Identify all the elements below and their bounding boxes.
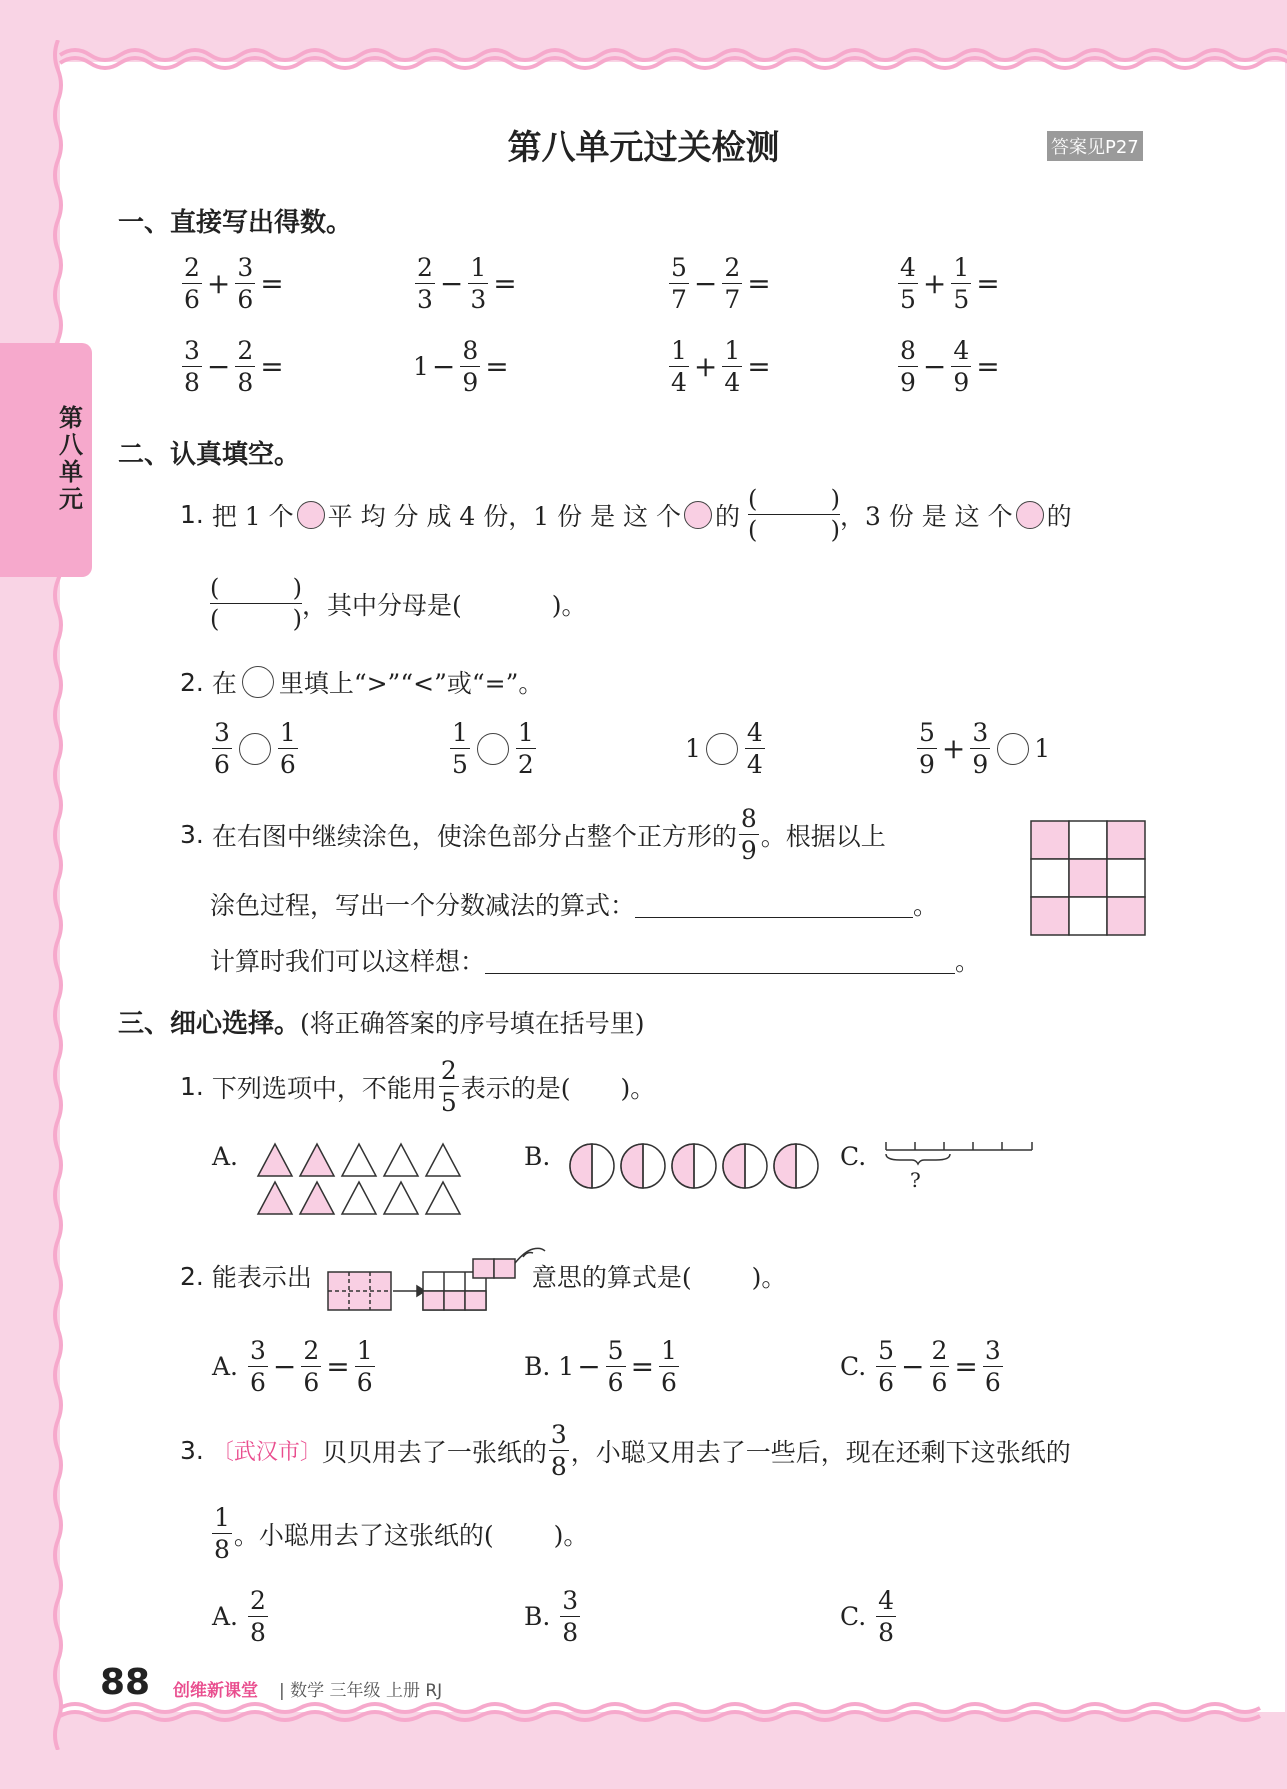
number-line-question-mark: ? [910,1168,921,1192]
calc-1-4: $\frac{4}{5}$ + $\frac{1}{5}$ = [900,253,1000,314]
calc-2-1: $\frac{3}{8}$ − $\frac{2}{8}$ = [184,336,284,397]
pink-circle-icon [297,501,325,529]
section3-note: (将正确答案的序号填在括号里) [300,1009,645,1038]
compare-4: $\frac{5}{9}$ + $\frac{3}{9}$ 1 [919,718,1051,779]
compare-1: $\frac{3}{6}$ $\frac{1}{6}$ [214,718,296,779]
section1-heading: 一、直接写出得数。 [118,208,353,238]
fill-q1-line2: ( ) ( ) ，其中分母是( )。 [210,574,587,634]
choice-q2-prompt: 2. 能表示出 意思的算式是( )。 [180,1261,787,1292]
fill-q1-line1: 1. 把 1 个 平 均 分 成 4 份，1 份 是 这 个 的 ( ) ( ) ，3 份 是 这 个 的 [180,485,1072,545]
empty-circle-icon [242,666,274,698]
section3-heading-row [118,1003,645,1040]
compare-3: 1 $\frac{4}{4}$ [685,718,763,779]
cutting-paper-diagram [325,1235,547,1315]
answer-reference-badge: 答案见P27 [1047,131,1143,161]
compare-circle[interactable] [997,733,1029,765]
choice-q2-option-a[interactable]: A. $\frac{3}{6}$ − $\frac{2}{6}$ = $\frac{1}{6}$ [212,1336,373,1397]
calc-2-4: $\frac{8}{9}$ − $\frac{4}{9}$ = [900,336,1000,397]
choice-q3-option-b[interactable]: B. $\frac{3}{8}$ [524,1586,579,1647]
option-c-label[interactable]: C. [840,1142,867,1171]
section2-heading: 二、认真填空。 [118,440,301,470]
calc-2-3: $\frac{1}{4}$ + $\frac{1}{4}$ = [671,336,771,397]
choice-q1-prompt: 1. 下列选项中，不能用 $\frac{2}{5}$ 表示的是( )。 [180,1056,656,1117]
section3-heading: 三、细心选择。 [118,1009,301,1039]
compare-circle[interactable] [706,733,738,765]
fill-q3-line1: 3. 在右图中继续涂色，使涂色部分占整个正方形的 $\frac{8}{9}$ 。根据以上 [180,804,886,865]
answer-blank-fraction[interactable]: ( ) ( ) [747,485,840,545]
unit-side-tab-label: 第八单元 [59,404,83,513]
footer-brand: 创维新课堂 [173,1681,258,1701]
option-a-label[interactable]: A. [212,1142,239,1171]
compare-2: $\frac{1}{5}$ $\frac{1}{2}$ [452,718,534,779]
fill-q3-line2: 涂色过程，写出一个分数减法的算式： 。 [210,891,939,920]
calc-1-2: $\frac{2}{3}$ − $\frac{1}{3}$ = [417,253,517,314]
page-number: 88 [100,1662,151,1703]
top-wave-border [0,45,1287,75]
choice-q2-option-b[interactable]: B. 1 − $\frac{5}{6}$ = $\frac{1}{6}$ [524,1336,677,1397]
footer-info: | 数学 三年级 上册 RJ [279,1681,443,1701]
choice-q3-option-a[interactable]: A. $\frac{2}{8}$ [212,1586,266,1647]
choice-q2-option-c[interactable]: C. $\frac{5}{6}$ − $\frac{2}{6}$ = $\frac{3}{6}$ [840,1336,1001,1397]
fill-q3-line3: 计算时我们可以这样想： 。 [210,947,981,976]
answer-line[interactable] [635,891,913,918]
pink-circle-icon [684,501,712,529]
choice-q3-line1: 3. 〔武汉市〕 贝贝用去了一张纸的 $\frac{3}{8}$ ，小聪又用去了一些后，现在还剩下这张纸的 [180,1420,1071,1481]
compare-circle[interactable] [239,733,271,765]
circles-option-b [568,1140,828,1192]
pink-circle-icon [1016,501,1044,529]
triangles-option-a [255,1138,470,1218]
calc-1-1: $\frac{2}{6}$ + $\frac{3}{6}$ = [184,253,284,314]
number-line-option-c [882,1138,1037,1188]
page-title: 第八单元过关检测 [507,128,780,168]
option-b-label[interactable]: B. [524,1142,551,1171]
fill-q2-prompt: 2. 在 里填上“>”“<”或“=”。 [180,667,544,698]
answer-line[interactable] [485,947,955,974]
left-wave-border [52,40,72,1750]
grid-square-3x3 [1030,820,1148,938]
region-tag: 〔武汉市〕 [211,1440,322,1465]
choice-q3-option-c[interactable]: C. $\frac{4}{8}$ [840,1586,895,1647]
choice-q3-line2: $\frac{1}{8}$ 。小聪用去了这张纸的( )。 [214,1503,589,1564]
bottom-wave-border [0,1700,1287,1730]
calc-1-3: $\frac{5}{7}$ − $\frac{2}{7}$ = [671,253,771,314]
answer-blank-fraction[interactable]: ( ) ( ) [210,574,302,634]
calc-2-2: 1 − $\frac{8}{9}$ = [413,336,509,397]
compare-circle[interactable] [477,733,509,765]
